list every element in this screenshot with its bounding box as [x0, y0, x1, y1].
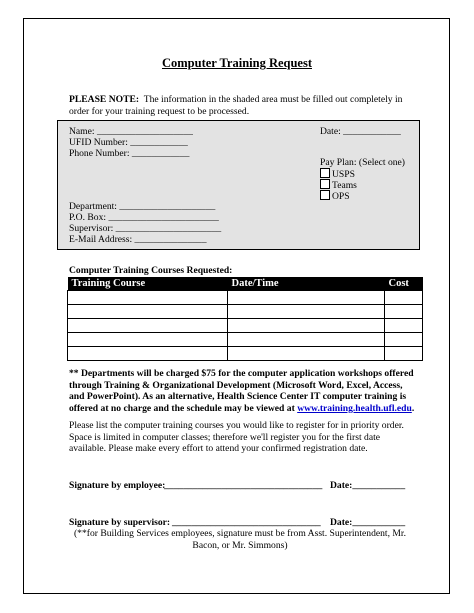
please-note-text: The information in the shaded area must be filled out completely in order for your training request to be processed. [69, 94, 403, 117]
courses-table [67, 277, 423, 361]
employee-date-field[interactable]: Date:___________ [330, 480, 406, 491]
table-row [68, 319, 423, 333]
employee-signature-line[interactable]: _________________________________ [164, 480, 323, 491]
header-date-time: Date/Time [228, 277, 385, 291]
supervisor-signature-line[interactable]: _______________________________ [172, 517, 321, 528]
supervisor-date-field[interactable]: Date:___________ [330, 517, 406, 528]
course-cell[interactable] [68, 347, 228, 361]
email-field[interactable]: E-Mail Address: _______________ [69, 234, 207, 245]
payplan-option-ops[interactable] [320, 190, 350, 202]
employee-signature-label: Signature by employee: [69, 480, 166, 491]
header-cost: Cost [385, 277, 423, 291]
date-field[interactable]: Date: ____________ [320, 126, 401, 137]
checkbox[interactable] [320, 168, 330, 178]
header-training-course: Training Course [68, 277, 228, 291]
date-cell[interactable] [228, 347, 385, 361]
page-title [0, 56, 474, 71]
checkbox[interactable] [320, 179, 330, 189]
name-field[interactable]: Name: ____________________ [69, 126, 193, 137]
please-note [69, 94, 409, 117]
department-field[interactable]: Department: ____________________ [69, 201, 216, 212]
ufid-field[interactable]: UFID Number: ____________ [69, 137, 188, 148]
table-row [68, 347, 423, 361]
cost-cell[interactable] [385, 333, 423, 347]
pobox-field[interactable]: P.O. Box: _______________________ [69, 212, 219, 223]
supervisor-signature-label: Signature by supervisor: [69, 517, 171, 528]
payplan-label: Pay Plan: (Select one) [320, 157, 405, 168]
course-cell[interactable] [68, 319, 228, 333]
course-cell[interactable] [68, 333, 228, 347]
courses-label: Computer Training Courses Requested: [69, 265, 233, 276]
payplan-option-label: USPS [332, 169, 355, 180]
date-cell[interactable] [228, 319, 385, 333]
training-link[interactable]: www.training.health.ufl.edu [297, 402, 412, 414]
courses-table-header [68, 277, 423, 291]
supervisor-field[interactable]: Supervisor: ______________________ [69, 223, 222, 234]
cost-cell[interactable] [385, 291, 423, 305]
checkbox[interactable] [320, 190, 330, 200]
cost-cell[interactable] [385, 305, 423, 319]
date-cell[interactable] [228, 305, 385, 319]
building-services-footnote: (**for Building Services employees, signature must be from Asst. Superintendent, Mr. Bacon, or Mr. Simmons) [73, 528, 406, 551]
payplan-option-label: Teams [332, 180, 357, 191]
table-row [68, 305, 423, 319]
charges-note [69, 368, 419, 414]
cost-cell[interactable] [385, 319, 423, 333]
cost-cell[interactable] [385, 347, 423, 361]
table-row [68, 291, 423, 305]
charges-end: . [411, 402, 415, 414]
date-cell[interactable] [228, 333, 385, 347]
phone-field[interactable]: Phone Number: ____________ [69, 148, 190, 159]
table-row [68, 333, 423, 347]
date-cell[interactable] [228, 291, 385, 305]
course-cell[interactable] [68, 291, 228, 305]
page-title-text: Computer Training Request [161, 56, 312, 70]
please-note-label: PLEASE NOTE: [69, 94, 140, 105]
course-cell[interactable] [68, 305, 228, 319]
charges-text: ** Departments will be charged $75 for the computer application workshops offered through Training & Organizational Development (Microsoft Word, Excel, Access, and PowerPoint). As an alternative, Health Science Center IT computer training is offered at no charge and the schedule may be viewed at [69, 368, 414, 414]
priority-note: Please list the computer training courses you would like to register for in priority order. Space is limited in computer classes; therefore we'll register you for the first date available. Please make every effort to attend your confirmed registration date. [69, 420, 404, 454]
payplan-option-label: OPS [332, 191, 350, 202]
